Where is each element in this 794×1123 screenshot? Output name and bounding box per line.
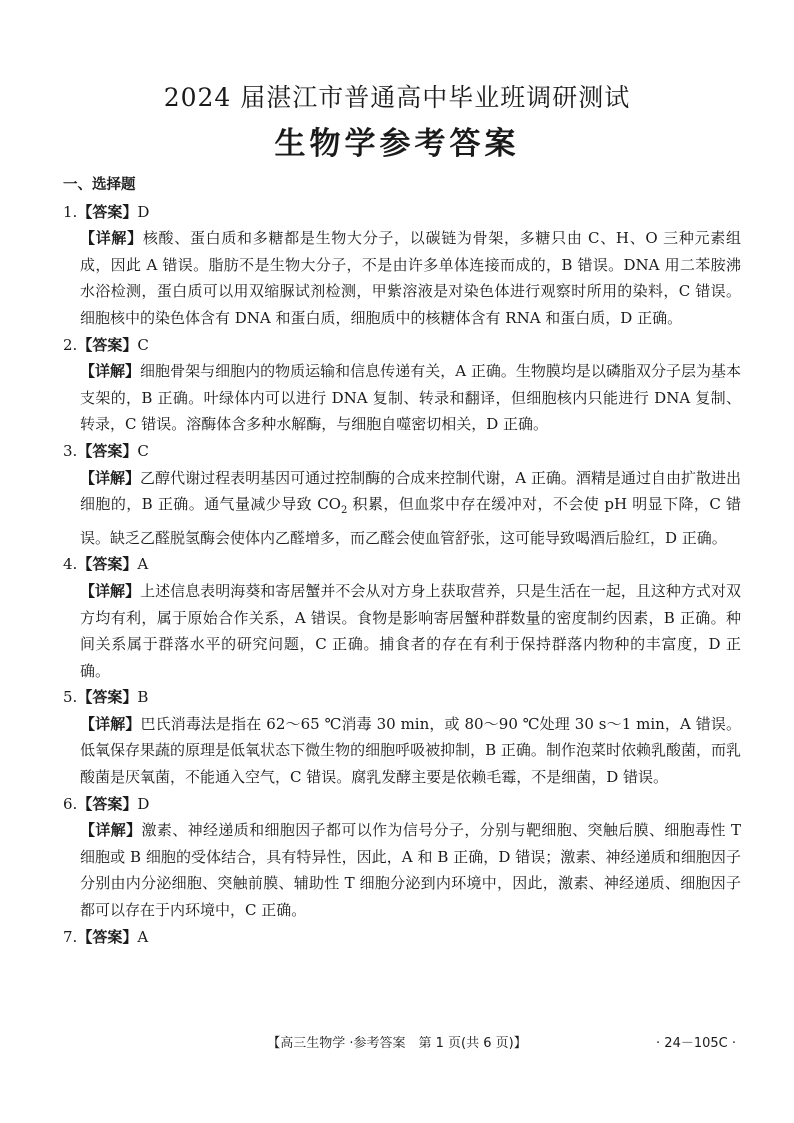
footer-code: · 24－105C ·: [656, 1036, 736, 1051]
question-number: 6.: [63, 794, 78, 813]
answer-label: 【答案】: [77, 335, 138, 354]
detail-5: [63, 711, 741, 791]
detail-label: 【详解】: [80, 581, 141, 600]
detail-label: 【详解】: [80, 714, 141, 733]
answer-value: A: [137, 555, 149, 574]
detail-text: 巴氏消毒法是指在 62～65 ℃消毒 30 min，或 80～90 ℃处理 30 s～1 min，A 错误。低氧保存果蔬的原理是低氧状态下微生物的细胞呼吸被抑制，B 正确。制作泡菜时依赖乳酸菌，而乳酸菌是厌氧菌，不能通入空气，C 错误。腐乳发酵主要是依赖毛霉，不是细菌，D 错误。: [80, 714, 741, 787]
answer-value: C: [137, 441, 149, 460]
detail-3: [63, 465, 741, 552]
detail-6: [63, 817, 741, 923]
answer-line-5: [63, 684, 741, 711]
detail-text: 激素、神经递质和细胞因子都可以作为信号分子，分别与靶细胞、突触后膜、细胞毒性 T 细胞或 B 细胞的受体结合，具有特异性，因此，A 和 B 正确，D 错误；激素、神经递质和细胞因子分别由内分泌细胞、突触前膜、辅助性 T 细胞分泌到内环境中，因此，激素、神经递质、细胞因子都可以存在于内环境中，C 正确。: [80, 821, 741, 920]
detail-1: [63, 225, 741, 331]
detail-text: 核酸、蛋白质和多糖都是生物大分子，以碳链为骨架，多糖只由 C、H、O 三种元素组成，因此 A 错误。脂肪不是生物大分子，不是由许多单体连接而成的，B 错误。DNA 用二苯胺沸水浴检测，蛋白质可以用双缩脲试剂检测，甲紫溶液是对染色体进行观察时所用的染料，C 错误。细胞核中的染色体含有 DNA 和蛋白质，细胞质中的核糖体含有 RNA 和蛋白质，D 正确。: [80, 229, 741, 327]
answer-label: 【答案】: [77, 202, 138, 221]
answer-line-4: [63, 551, 741, 578]
answer-line-6: [63, 791, 741, 818]
answer-value: D: [137, 794, 150, 813]
question-number: 5.: [63, 688, 78, 707]
answer-label: 【答案】: [77, 555, 138, 574]
question-number: 7.: [63, 927, 78, 946]
answer-line-1: [63, 199, 741, 226]
detail-text: 细胞骨架与细胞内的物质运输和信息传递有关，A 正确。生物膜均是以磷脂双分子层为基本支架的，B 正确。叶绿体内可以进行 DNA 复制、转录和翻译，但细胞核内只能进行 DNA 复制、转录，C 错误。溶酶体含多种水解酶，与细胞自噬密切相关，D 正确。: [80, 362, 741, 434]
detail-2: [63, 358, 741, 438]
answer-line-7: [63, 924, 741, 951]
answer-value: B: [137, 688, 149, 707]
question-number: 4.: [63, 555, 78, 574]
detail-label: 【详解】: [80, 362, 141, 381]
answer-value: C: [137, 335, 149, 354]
detail-4: [63, 578, 741, 684]
document-subtitle: 生物学参考答案: [274, 126, 520, 162]
answer-value: A: [137, 927, 149, 946]
answer-label: 【答案】: [77, 441, 138, 460]
footer-page-info: 【高三生物学 ·参考答案 第 1 页(共 6 页)】: [267, 1036, 527, 1051]
question-number: 1.: [63, 202, 78, 221]
answer-label: 【答案】: [77, 927, 138, 946]
detail-label: 【详解】: [80, 821, 142, 840]
answer-line-2: [63, 332, 741, 359]
detail-label: 【详解】: [80, 468, 141, 487]
document-title: 2024 届湛江市普通高中毕业班调研测试: [163, 83, 631, 112]
detail-text: 乙醇代谢过程表明基因可通过控制酶的合成来控制代谢，A 正确。酒精是通过自由扩散进出细胞的，B 正确。通气量减少导致 CO: [80, 468, 741, 514]
detail-label: 【详解】: [80, 229, 143, 248]
answer-line-3: [63, 438, 741, 465]
section-heading: 一、选择题: [63, 177, 136, 193]
answer-value: D: [137, 202, 150, 221]
detail-text: 上述信息表明海葵和寄居蟹并不会从对方身上获取营养，只是生活在一起，且这种方式对双方均有利，属于原始合作关系，A 错误。食物是影响寄居蟹种群数量的密度制约因素，B 正确。种间关系属于群落水平的研究问题，C 正确。捕食者的存在有利于保持群落内物种的丰富度，D 正确。: [80, 581, 741, 680]
answer-label: 【答案】: [77, 794, 138, 813]
question-number: 2.: [63, 335, 78, 354]
answer-content: [63, 172, 741, 950]
detail-text: 积累，但血浆中存在缓冲对，不会使 pH 明显下降，C 错误。缺乏乙醛脱氢酶会使体内乙醛增多，而乙醛会使血管舒张，这可能导致喝酒后脸红，D 正确。: [80, 495, 741, 547]
answer-label: 【答案】: [77, 688, 138, 707]
question-number: 3.: [63, 441, 78, 460]
subscript: 2: [340, 505, 348, 517]
